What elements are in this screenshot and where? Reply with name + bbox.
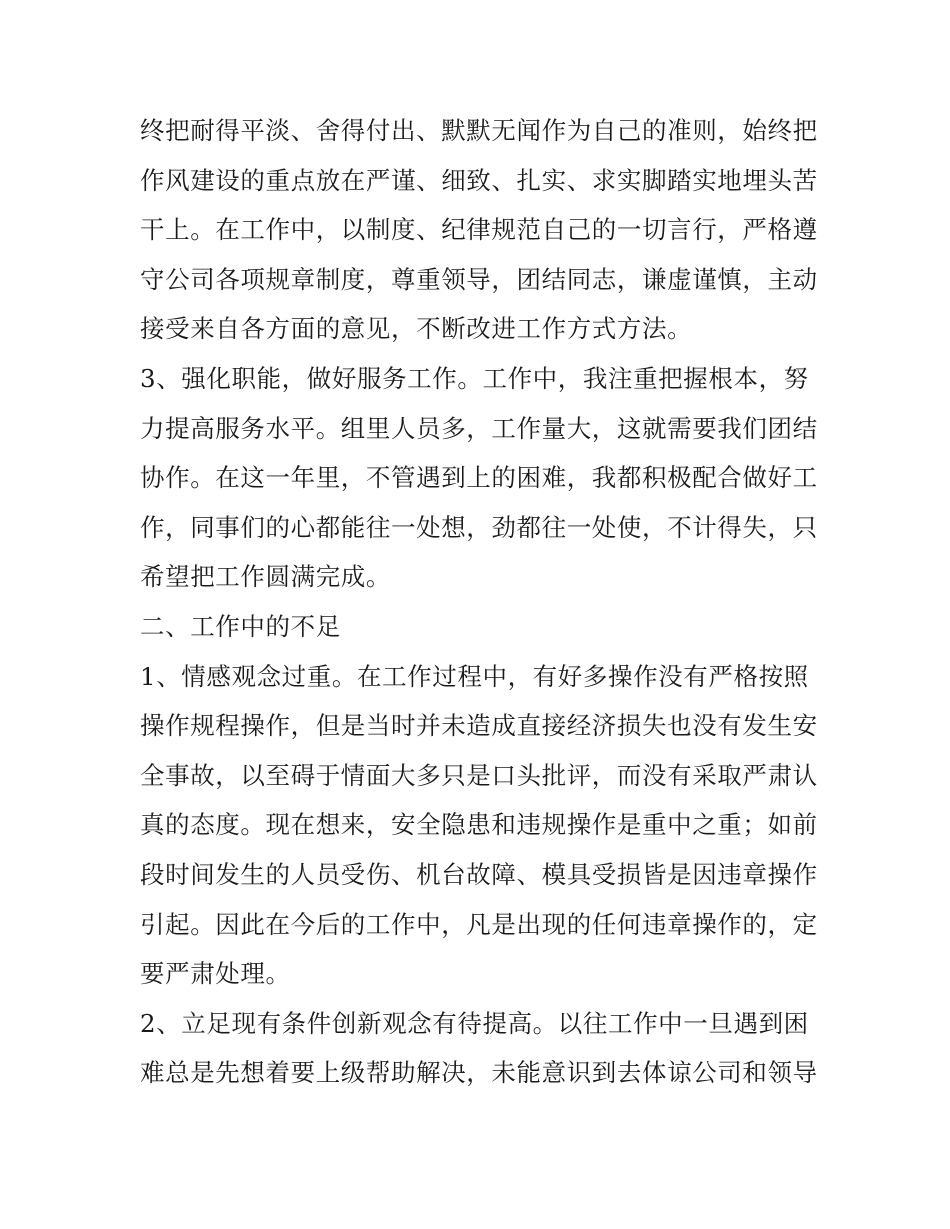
- text-line-4: 守公司各项规章制度，尊重领导，团结同志，谦虚谨慎，主动: [140, 264, 818, 294]
- text-line-12: 1、情感观念过重。在工作过程中，有好多操作没有严格按照: [140, 661, 809, 691]
- text-line-2: 作风建设的重点放在严谨、细致、扎实、求实脚踏实地埋头苦: [140, 165, 818, 195]
- text-line-5: 接受来自各方面的意见，不断改进工作方式方法。: [140, 314, 693, 344]
- text-line-8: 协作。在这一年里，不管遇到上的困难，我都积极配合做好工: [140, 463, 818, 493]
- text-line-13: 操作规程操作，但是当时并未造成直接经济损失也没有发生安: [140, 711, 818, 741]
- text-line-9: 作，同事们的心都能往一处想，劲都往一处使，不计得失，只: [140, 512, 818, 542]
- text-line-1: 终把耐得平淡、舍得付出、默默无闻作为自己的准则，始终把: [140, 116, 818, 145]
- section-heading: 二、工作中的不足: [140, 611, 341, 641]
- text-line-3: 干上。在工作中，以制度、纪律规范自己的一切言行，严格遵: [140, 215, 818, 245]
- text-line-18: 要严肃处理。: [140, 959, 291, 989]
- text-line-19: 2、立足现有条件创新观念有待提高。以往工作中一旦遇到困: [140, 1008, 809, 1038]
- text-line-17: 引起。因此在今后的工作中，凡是出现的任何违章操作的，定: [140, 909, 818, 939]
- text-line-20: 难总是先想着要上级帮助解决，未能意识到去体谅公司和领导: [140, 1058, 818, 1088]
- text-line-10: 希望把工作圆满完成。: [140, 562, 391, 592]
- text-line-6: 3、强化职能，做好服务工作。工作中，我注重把握根本，努: [140, 363, 809, 393]
- text-line-15: 真的态度。现在想来，安全隐患和违规操作是重中之重；如前: [140, 810, 818, 840]
- document-body: [140, 106, 820, 1098]
- text-line-7: 力提高服务水平。组里人员多，工作量大，这就需要我们团结: [140, 413, 818, 443]
- text-line-16: 段时间发生的人员受伤、机台故障、模具受损皆是因违章操作: [140, 859, 818, 889]
- text-line-14: 全事故，以至碍于情面大多只是口头批评，而没有采取严肃认: [140, 760, 818, 790]
